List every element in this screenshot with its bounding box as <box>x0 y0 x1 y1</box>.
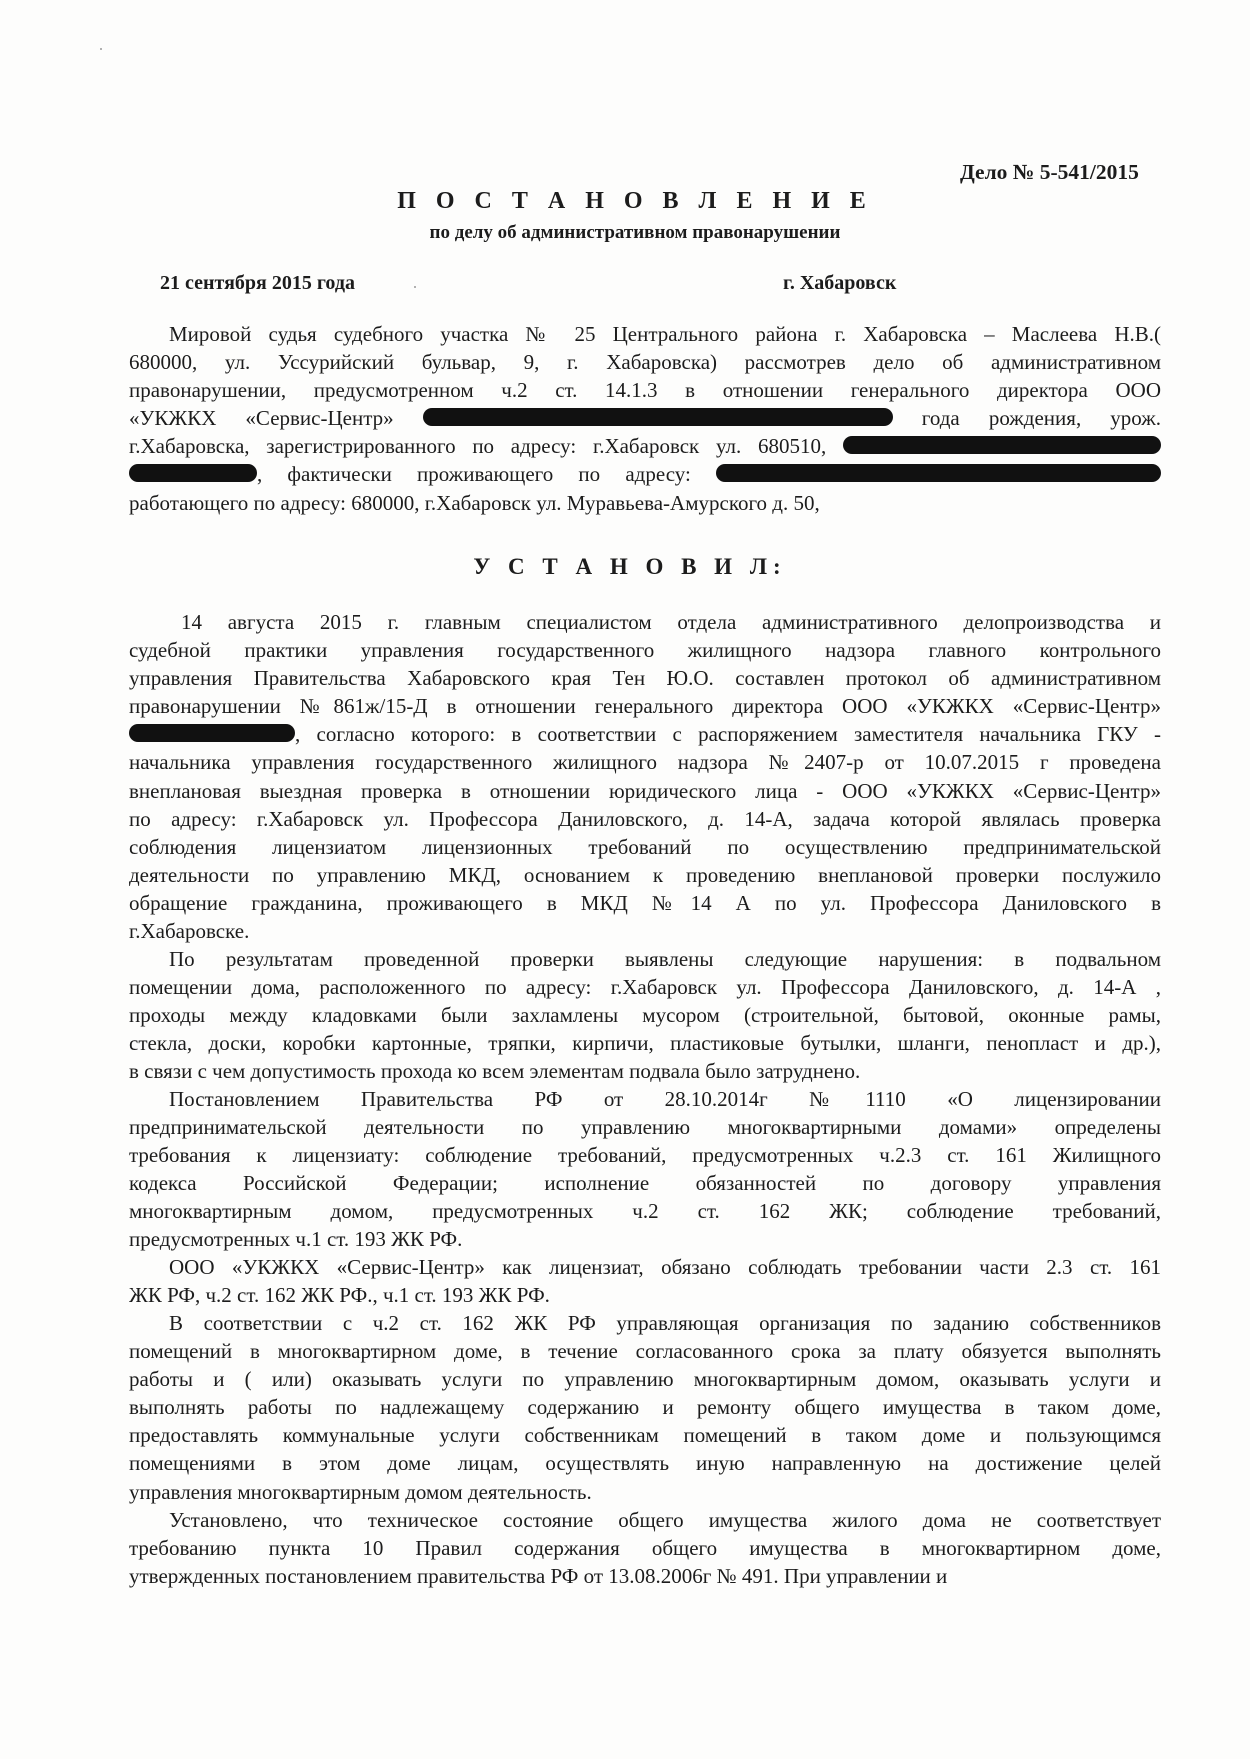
body-line: г.Хабаровске. <box>129 919 250 944</box>
body-line: предоставлять коммунальные услуги собственникам помещений в таком доме и пользующимся <box>129 1423 1161 1448</box>
intro-paragraph <box>129 320 1161 517</box>
body-line: помещениями в этом доме лицам, осуществлять иную направленную на достижение целей <box>129 1451 1161 1476</box>
document-subtitle: по делу об административном правонарушении <box>429 222 841 243</box>
body-line: 14 августа 2015 г. главным специалистом отдела административного делопроизводства и <box>181 610 1161 634</box>
intro-line: правонарушении, предусмотренном ч.2 ст. 14.1.3 в отношении генерального директора ООО <box>129 378 1161 403</box>
body-line: начальника управления государственного жилищного надзора №2407-р от 10.07.2015 г проведена <box>129 750 1161 775</box>
body-line: помещении дома, расположенного по адресу: г.Хабаровск ул. Профессора Даниловского, д. 14-А , <box>129 975 1161 1000</box>
body-line: в связи с чем допустимость прохода ко всем элементам подвала было затруднено. <box>129 1059 861 1084</box>
body-line: предусмотренных ч.1 ст. 193 ЖК РФ. <box>129 1227 463 1252</box>
scan-speck <box>414 286 416 288</box>
body-line: работы и ( или) оказывать услуги по управлению многоквартирным домом, оказывать услуги и <box>129 1367 1161 1392</box>
body-line: проходы между кладовками были захламлены мусором (строительной, бытовой, оконные рамы, <box>129 1003 1161 1028</box>
intro-line: работающего по адресу: 680000, г.Хабаровск ул. Муравьева-Амурского д. 50, <box>129 490 820 515</box>
body-text: , согласно которого: в соответствии с распоряжением заместителя начальника ГКУ - <box>295 722 1161 747</box>
body-line: В соответствии с ч.2 ст. 162 ЖК РФ управляющая организация по заданию собственников <box>169 1311 1161 1335</box>
redaction-mark <box>129 464 257 482</box>
redaction-mark <box>843 436 1161 454</box>
body-line: выполнять работы по надлежащему содержанию и ремонту общего имущества в таком доме, <box>129 1395 1161 1420</box>
body-line: ЖК РФ, ч.2 ст. 162 ЖК РФ., ч.1 ст. 193 ЖК РФ. <box>129 1283 550 1308</box>
intro-line-redacted <box>129 460 1161 488</box>
body-line: предпринимательской деятельности по управлению многоквартирными домами» определены <box>129 1115 1161 1140</box>
body-line: требования к лицензиату: соблюдение требований, предусмотренных ч.2.3 ст. 161 Жилищного <box>129 1143 1161 1168</box>
body-line: помещений в многоквартирном доме, в течение согласованного срока за плату обязуется выполнять <box>129 1339 1161 1364</box>
body-paragraph-4 <box>129 1253 1161 1309</box>
intro-line: 680000, ул. Уссурийский бульвар, 9, г. Хабаровска) рассмотрев дело об административном <box>129 350 1161 375</box>
body-line: многоквартирным домом, предусмотренных ч.2 ст. 162 ЖК; соблюдение требований, <box>129 1199 1161 1224</box>
body-line: управления Правительства Хабаровского края Тен Ю.О. составлен протокол об административном <box>129 666 1161 691</box>
body-line: правонарушении №861ж/15-Д в отношении генерального директора ООО «УКЖКХ «Сервис-Центр» <box>129 694 1161 719</box>
body-line: деятельности по управлению МКД, основанием к проведению внеплановой проверки послужило <box>129 862 1161 887</box>
intro-line-redacted <box>129 432 1161 460</box>
body-paragraph-2 <box>129 945 1161 1085</box>
body-line: управления многоквартирным домом деятельность. <box>129 1479 592 1504</box>
body-line: обращение гражданина, проживающего в МКД №14 А по ул. Профессора Даниловского в <box>129 890 1161 915</box>
body-line: требованию пункта 10 Правил содержания общего имущества в многоквартирном доме, <box>129 1536 1161 1561</box>
body-line: По результатам проведенной проверки выявлены следующие нарушения: в подвальном <box>169 947 1161 971</box>
document-city: г. Хабаровск <box>783 272 897 294</box>
body-line: утвержденных постановлением правительства РФ от 13.08.2006г № 491. При управлении и <box>129 1564 948 1589</box>
intro-line: Мировой судья судебного участка № 25 Центрального района г. Хабаровска – Маслеева Н.В.( <box>169 322 1161 346</box>
body-paragraph-1 <box>129 608 1161 945</box>
body-line: Постановлением Правительства РФ от 28.10.2014г №1110 «О лицензировании <box>169 1087 1161 1111</box>
document-title: П О С Т А Н О В Л Е Н И Е <box>397 188 873 214</box>
redaction-mark <box>129 724 295 742</box>
intro-text: , фактически проживающего по адресу: <box>257 462 691 487</box>
body-line: соблюдения лицензиатом лицензионных требований по осуществлению предпринимательской <box>129 834 1161 859</box>
body-line: стекла, доски, коробки картонные, тряпки, кирпичи, пластиковые бутылки, шланги, пенопласт и др.), <box>129 1031 1161 1056</box>
body-line: судебной практики управления государственного жилищного надзора главного контрольного <box>129 638 1161 663</box>
scan-speck <box>100 48 102 50</box>
section-heading: У С Т А Н О В И Л: <box>473 554 787 579</box>
document-date: 21 сентября 2015 года <box>160 272 355 294</box>
redaction-mark <box>716 464 1161 482</box>
body-paragraph-5 <box>129 1309 1161 1506</box>
intro-text: «УКЖКХ «Сервис-Центр» <box>129 406 394 431</box>
body-line: внеплановая выездная проверка в отношении юридического лица - ООО «УКЖКХ «Сервис-Центр» <box>129 778 1161 803</box>
intro-text: г.Хабаровска, зарегистрированного по адресу: г.Хабаровск ул. 680510, <box>129 434 827 459</box>
intro-line-redacted <box>129 404 1161 432</box>
body-line: ООО «УКЖКХ «Сервис-Центр» как лицензиат, обязано соблюдать требовании части 2.3 ст. 161 <box>169 1255 1161 1279</box>
case-number: Дело № 5-541/2015 <box>960 160 1139 184</box>
body-paragraph-6 <box>129 1506 1161 1590</box>
body-paragraph-3 <box>129 1085 1161 1254</box>
intro-text: года рождения, урож. <box>921 406 1161 431</box>
body-line-redacted <box>129 720 1161 748</box>
body-line: кодекса Российской Федерации; исполнение обязанностей по договору управления <box>129 1171 1161 1196</box>
redaction-mark <box>423 408 893 426</box>
body-line: по адресу: г.Хабаровск ул. Профессора Даниловского, д. 14-А, задача которой являлась проверка <box>129 806 1161 831</box>
body-line: Установлено, что техническое состояние общего имущества жилого дома не соответствует <box>169 1508 1161 1532</box>
